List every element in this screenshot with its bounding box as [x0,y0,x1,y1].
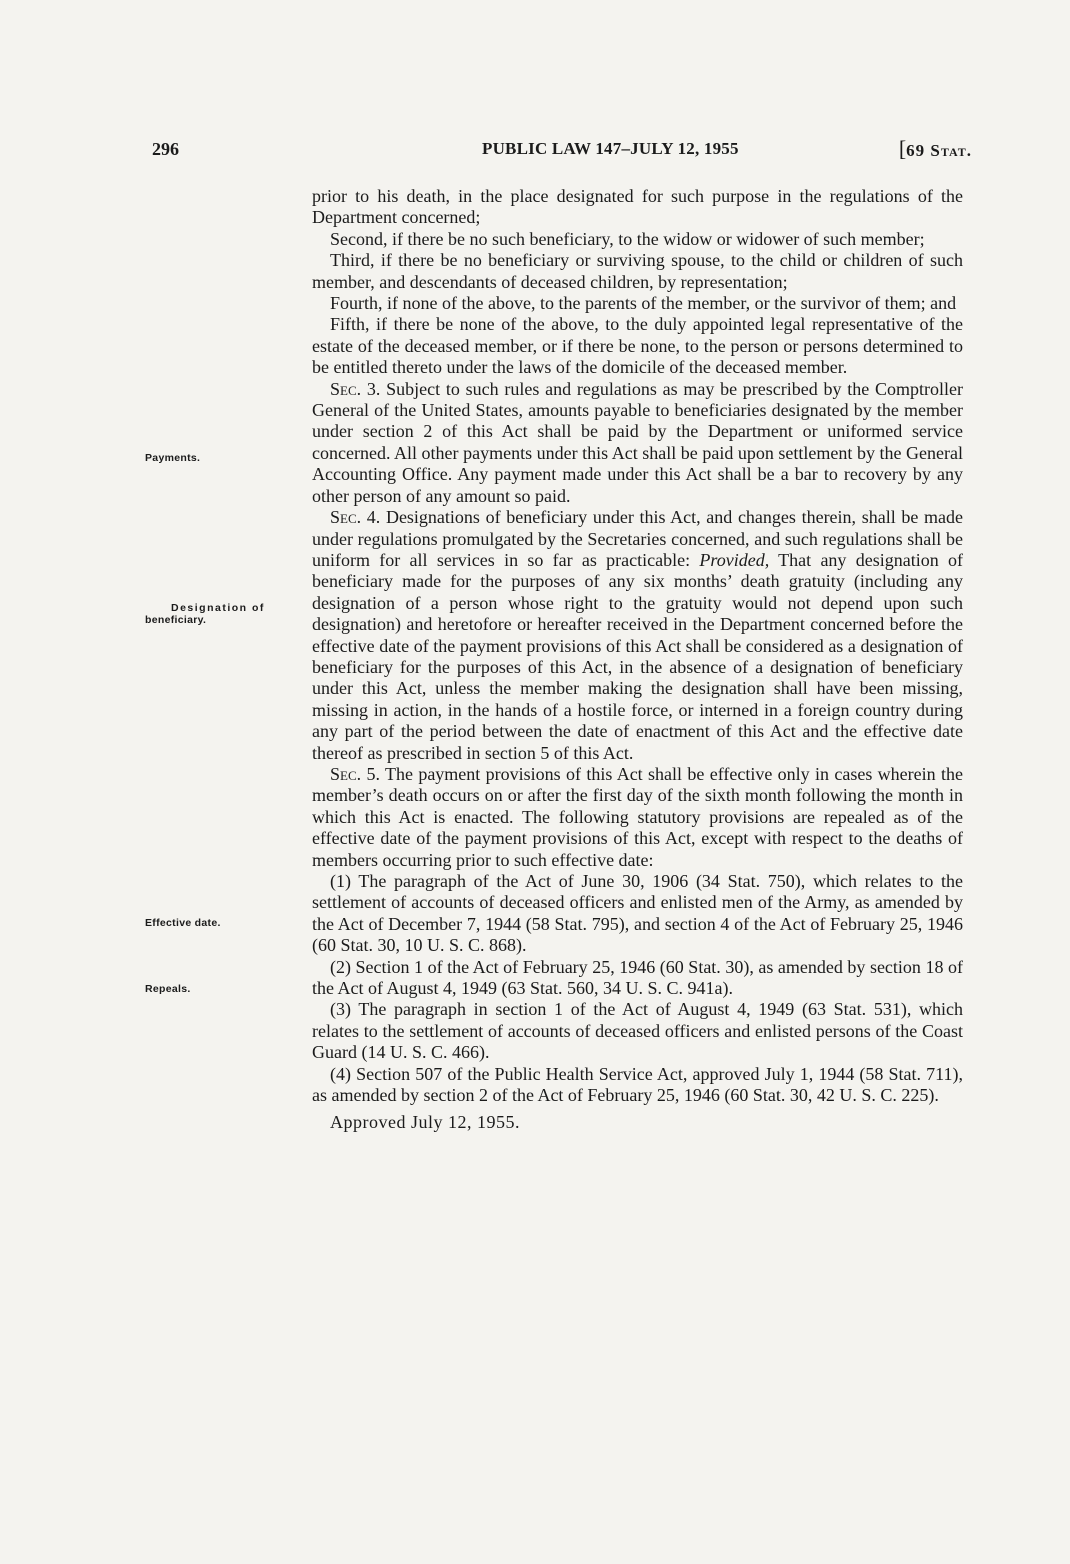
page-header [152,134,972,164]
statute-volume: 69 Stat. [906,141,972,160]
margin-note-repeals: Repeals. [145,983,191,995]
running-head: PUBLIC LAW 147–JULY 12, 1955 [482,139,739,158]
margin-note-payments: Payments. [145,452,201,464]
paragraph-third: Third, if there be no beneficiary or surviving spouse, to the child or children of such member, and descendants of deceased children, by representation; [312,250,963,292]
section-3 [312,379,963,507]
section-4-label: Sec. 4. [330,507,381,528]
statute-reference [899,134,972,166]
margin-note-designation [145,602,295,626]
section-5-text: The payment provisions of this Act shall be effective only in cases wherein the member’s death occurs on or after the first day of the sixth month following the month in which this Act is enacted. The following statutory provisions are repealed as of the effective date of the payment provisions of this Act, except with respect to the deaths of members occurring prior to such effective date: [312,763,963,870]
repeal-item-3: (3) The paragraph in section 1 of the Act of August 4, 1949 (63 Stat. 531), which relates to the settlement of accounts of deceased officers and enlisted persons of the Coast Guard (14 U. S. C. 466). [312,999,963,1063]
section-3-text: Subject to such rules and regulations as may be prescribed by the Comptroller General of the United States, amounts payable to beneficiaries designated by the member under section 2 of this Act shall be paid by the Department or uniformed service concerned. All other payments under this Act shall be paid upon settlement by the General Accounting Office. Any payment made under this Act shall be a bar to recovery by any other person of any amount so paid. [312,378,963,506]
section-3-label: Sec. 3. [330,378,381,399]
section-4 [312,507,963,764]
margin-note-effective-date: Effective date. [145,917,221,929]
repeal-item-4: (4) Section 507 of the Public Health Service Act, approved July 1, 1944 (58 Stat. 711), as amended by section 2 of the Act of February 25, 1946 (60 Stat. 30, 42 U. S. C. 225). [312,1063,963,1106]
repeal-item-2: (2) Section 1 of the Act of February 25, 1946 (60 Stat. 30), as amended by section 18 of the Act of August 4, 1949 (63 Stat. 560, 34 U. S. C. 941a). [312,956,963,999]
paragraph-fifth: Fifth, if there be none of the above, to the duly appointed legal representative of the estate of the deceased member, or if there be none, to the person or persons determined to be entitled thereto under the laws of the domicile of the deceased member. [312,314,963,378]
statute-bracket: [ [898,136,907,161]
body-text [312,186,963,1134]
section-4-provided: Provided, [699,549,770,570]
paragraph-continuation: prior to his death, in the place designated for such purpose in the regulations of the Department concerned; [312,186,963,228]
paragraph-fourth: Fourth, if none of the above, to the parents of the member, or the survivor of them; and [330,293,957,314]
margin-note-designation-line2: beneficiary. [145,614,207,626]
section-5 [312,764,963,871]
section-4-text-b: That any designation of beneficiary made for the purposes of any six months’ death gratuity (including any designation of a person whose right to the gratuity would not depend upon such designation) and heretofore or hereafter received in the Department concerned before the effective date of the payment provisions of this Act shall be considered as a designation of beneficiary for the purposes of this Act, in the absence of a designation of beneficiary under this Act, unless the member making the designation shall have been missing, missing in action, in the hands of a hostile force, or interned in a foreign country during any part of the period between the date of enactment of this Act and the effective date thereof as prescribed in section 5 of this Act. [312,549,963,763]
paragraph-second: Second, if there be no such beneficiary, to the widow or widower of such member; [330,228,925,249]
section-5-label: Sec. 5. [330,763,380,784]
page-number: 296 [152,139,179,159]
repeal-item-1: (1) The paragraph of the Act of June 30, 1906 (34 Stat. 750), which relates to the settlement of accounts of deceased officers and enlisted men of the Army, as amended by the Act of December 7, 1944 (58 Stat. 795), and section 4 of the Act of February 25, 1946 (60 Stat. 30, 10 U. S. C. 868). [312,871,963,956]
margin-note-designation-line1: Designation of [171,602,265,614]
approval-line: Approved July 12, 1955. [330,1112,520,1133]
section-4-text-a: Designations of beneficiary under this Act, and changes therein, shall be made under regulations promulgated by the Secretaries concerned, and such regulations shall be uniform for all services in so far as practicable: [312,507,963,570]
